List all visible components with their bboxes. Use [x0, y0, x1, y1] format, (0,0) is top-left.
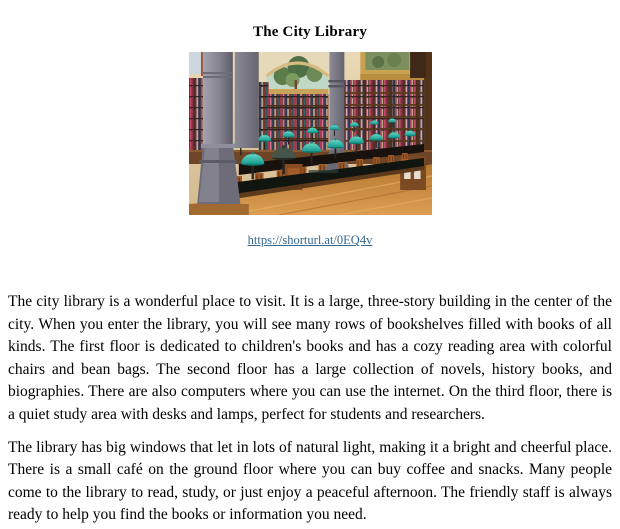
page-title: The City Library — [252, 24, 368, 40]
paragraph-2: The library has big windows that let in lots of natural light, making it a bright and cheerful place. There is a small café on the ground floor where you can buy coffee and snacks. Many people come to the library to read, study, or just enjoy a peaceful afternoon. The friendly staff is always ready to help you find the books or information you need. — [8, 438, 612, 524]
image-caption-row — [8, 231, 612, 249]
figure — [8, 52, 612, 249]
image-source-link[interactable]: https://shorturl.at/0EQ4v — [247, 233, 373, 247]
library-photo-illustration — [189, 52, 432, 215]
paragraph-1: The city library is a wonderful place to visit. It is a large, three-story building in the center of the city. When you enter the library, you will see many rows of bookshelves filled with books of all kinds. The first floor is dedicated to children's books and has a cozy reading area with colorful chairs and bean bags. The second floor has a large collection of novels, history books, and biographies. There are also computers where you can use the internet. On the third floor, there is a quiet study area with desks and lamps, perfect for students and researchers. — [8, 293, 612, 423]
library-photo — [189, 52, 432, 215]
